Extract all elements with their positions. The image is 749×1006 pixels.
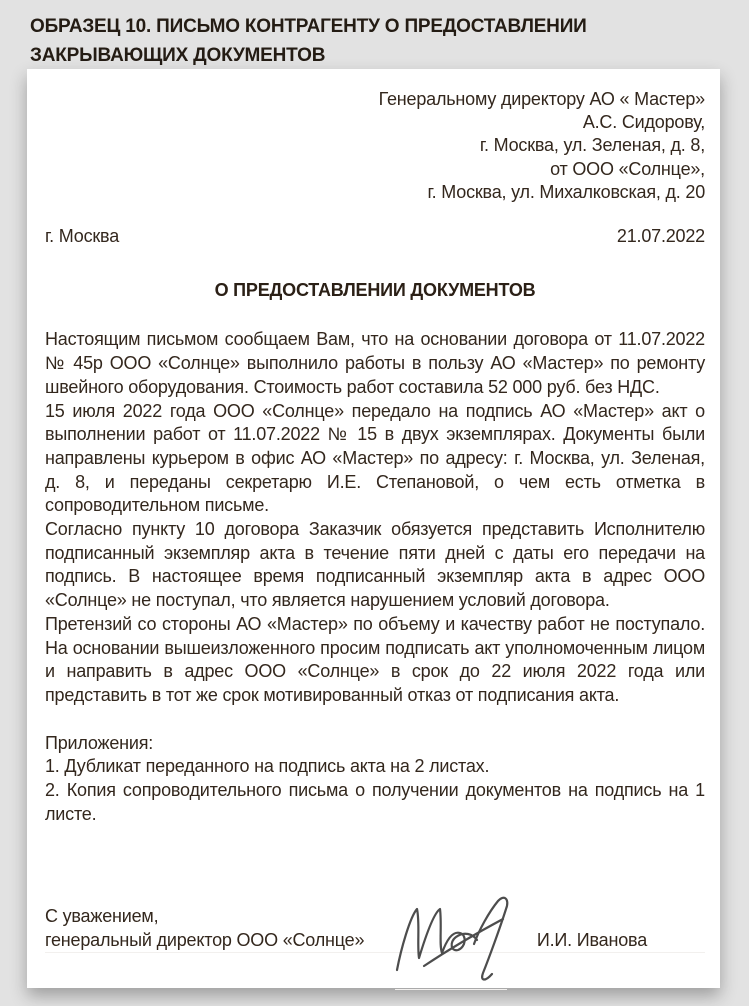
attachment-item: 2. Копия сопроводительного письма о получении документов на подпись на 1 листе.: [45, 780, 705, 824]
recipient-block: [45, 88, 705, 204]
letter-date: 21.07.2022: [616, 226, 705, 247]
city-date-row: [45, 225, 705, 249]
recipient-line: от ООО «Солнце»,: [550, 158, 705, 179]
recipient-line: г. Москва, ул. Зеленая, д. 8,: [479, 135, 705, 156]
letter-paragraph: Настоящим письмом сообщаем Вам, что на основании договора от 11.07.2022 № 45р ООО «Солнце» выполнило работы в пользу АО «Мастер» по ремонту швейного оборудования. Стоимость работ составила 52 000 руб. без НДС.: [45, 329, 705, 397]
letter-paragraph: Согласно пункту 10 договора Заказчик обязуется представить Исполнителю подписанный экземпляр акта в течение пяти дней с даты его передачи на подпись. В настоящее время подписанный экземпляр акта в адрес ООО «Солнце» не поступал, что является нарушением условий договора.: [45, 519, 705, 611]
letter-paragraph: 15 июля 2022 года ООО «Солнце» передало на подпись АО «Мастер» акт о выполнении работ от 11.07.2022 № 15 в двух экземплярах. Документы были направлены курьером в офис АО «Мастер» по адресу: г. Москва, ул. Зеленая, д. 8, и переданы секретарю И.Е. Степановой, о чем есть отметка в сопроводительном письме.: [45, 400, 705, 516]
recipient-line: г. Москва, ул. Михалковская, д. 20: [427, 181, 705, 202]
handwritten-signature-icon: [390, 886, 512, 984]
letter-paragraph: Претензий со стороны АО «Мастер» по объему и качеству работ не поступало. На основании вышеизложенного просим подписать акт уполномоченным лицом и направить в адрес ООО «Солнце» в срок до 22 июля 2022 года или представить в тот же срок мотивированный отказ от подписания акта.: [45, 613, 705, 705]
attachments-section: [45, 732, 705, 827]
signature-area: [364, 886, 537, 952]
recipient-line: А.С. Сидорову,: [582, 112, 705, 133]
letter-subject: О ПРЕДОСТАВЛЕНИИ ДОКУМЕНТОВ: [214, 279, 536, 300]
signoff-position: генеральный директор ООО «Солнце»: [45, 929, 365, 950]
signature-block: [45, 886, 705, 953]
letter-city: г. Москва: [45, 226, 120, 247]
attachment-item: 1. Дубликат переданного на подпись акта на 2 листах.: [45, 756, 490, 777]
attachments-label: Приложения:: [45, 732, 154, 753]
signoff-regards: С уважением,: [45, 906, 159, 927]
page-title: ОБРАЗЕЦ 10. ПИСЬМО КОНТРАГЕНТУ О ПРЕДОСТАВЛЕНИИ ЗАКРЫВАЮЩИХ ДОКУМЕНТОВ: [30, 16, 587, 66]
signer-name: И.И. Иванова: [536, 929, 647, 950]
letter-document: [27, 69, 720, 988]
signature-underline: [395, 989, 507, 990]
recipient-line: Генеральному директору АО « Мастер»: [378, 89, 705, 109]
signoff-text: [45, 905, 364, 952]
